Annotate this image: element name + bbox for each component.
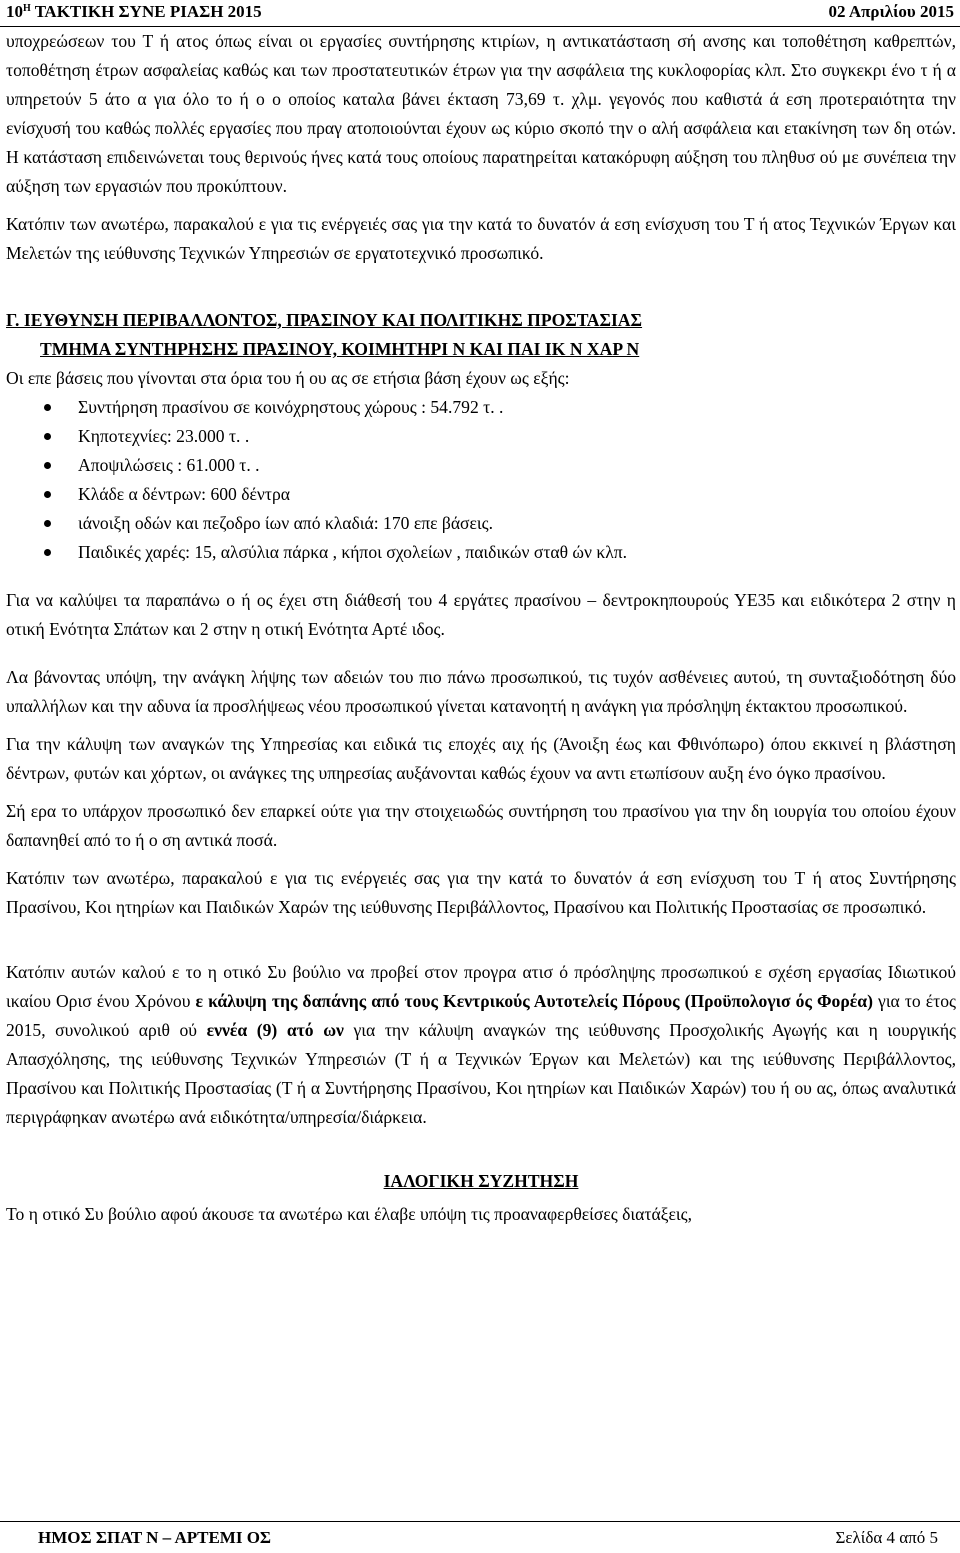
staff-count: εννέα (9) ατό ων bbox=[206, 1020, 344, 1040]
bullet-icon bbox=[44, 549, 51, 556]
list-item: Παιδικές χαρές: 15, αλσύλια πάρκα , κήποι σχολείων , παιδικών σταθ ών κλπ. bbox=[6, 538, 956, 567]
list-item: Κλάδε α δέντρων: 600 δέντρα bbox=[6, 480, 956, 509]
session-title bbox=[6, 0, 262, 24]
document-body bbox=[6, 27, 956, 1229]
bullet-icon bbox=[44, 404, 51, 411]
paragraph-4: Λα βάνοντας υπόψη, την ανάγκη λήψης των αδειών του πιο πάνω προσωπικού, τις τυχόν ασθένειες αυτού, τη συνταξιοδότηση δύο υπαλλήλων και την αδυνα ία προσλήψεως νέου προσωπικού γίνεται κατανοητή η ανάγκη για πρόσληψη έκτακτου προσωπικού. bbox=[6, 667, 956, 716]
bullet-icon bbox=[44, 462, 51, 469]
paragraph-7: Κατόπιν των ανωτέρω, παρακαλού ε για τις ενέργειές σας για την κατά το δυνατόν ά εση ενίσχυση του Τ ή ατος Συντήρησης Πρασίνου, Κοι ητηρίων και Παιδικών Χαρών της ιεύθυνσης Περιβάλλοντος, Πρασίνου και Πολιτικής Προστασίας σε προσωπικό. bbox=[6, 868, 956, 917]
municipality-name: ΗΜΟΣ ΣΠΑΤ Ν – ΑΡΤΕΜΙ ΟΣ bbox=[38, 1528, 272, 1547]
bullet-icon bbox=[44, 491, 51, 498]
page-number: Σελίδα 4 από 5 bbox=[835, 1528, 938, 1547]
list-item: ιάνοιξη οδών και πεζοδρο ίων από κλαδιά: 170 επε βάσεις. bbox=[6, 509, 956, 538]
session-number: 10 bbox=[6, 2, 23, 21]
paragraph-1: υποχρεώσεων του Τ ή ατος όπως είναι οι εργασίες συντήρησης κτιρίων, η αντικατάσταση σή ανσης και τοποθέτηση καθρεπτών, τοποθέτηση έτρων ασφαλείας καθώς και των προστατευτικών έτρων για την ασφάλεια της κυκλοφορίας κλπ. Στο συγκεκρι ένο τ ή α υπηρετούν 5 άτο α για όλο το ή ο ο οποίος καταλα βάνει έκταση 73,69 τ. χλμ. γεγονός που καθιστά ά εση προτεραιότητα την ενίσχυσή του καθώς πολλές εργασίες που πραγ ατοποιούνται έχουν ως κύριο σκοπό την ο αλή ασφάλεια και ετακίνηση των δη οτών. Η κατάσταση επιδεινώνεται τους θερινούς ήνες κατά τους οποίους παρατηρείται κατακόρυφη αύξηση του πληθυσ ού με συνέπεια την αύξηση των εργασιών που προκύπτουν. bbox=[6, 31, 956, 196]
discussion-heading: ΙΑΛΟΓΙΚΗ ΣΥΖΗΤΗΣΗ bbox=[383, 1171, 579, 1191]
paragraph-3: Για να καλύψει τα παραπάνω ο ή ος έχει στη διάθεσή του 4 εργάτες πρασίνου – δεντροκηπουρούς ΥΕ35 και ειδικότερα 2 στην η οτική Ενότητα Σπάτων και 2 στην η οτική Ενότητα Αρτέ ιδος. bbox=[6, 590, 956, 639]
section-heading: Γ. ΙΕΥΘΥΝΣΗ ΠΕΡΙΒΑΛΛΟΝΤΟΣ, ΠΡΑΣΙΝΟΥ ΚΑΙ ΠΟΛΙΤΙΚΗΣ ΠΡΟΣΤΑΣΙΑΣ bbox=[6, 310, 643, 330]
interventions-list bbox=[6, 393, 956, 567]
funding-source: ε κάλυψη της δαπάνης από τους Κεντρικούς Αυτοτελείς Πόρους (Προϋπολογισ ός Φορέα) bbox=[195, 991, 873, 1011]
subsection-heading: ΤΜΗΜΑ ΣΥΝΤΗΡΗΣΗΣ ΠΡΑΣΙΝΟΥ, ΚΟΙΜΗΤΗΡΙ Ν ΚΑΙ ΠΑΙ ΙΚ Ν ΧΑΡ Ν bbox=[40, 339, 640, 359]
paragraph-9: Το η οτικό Συ βούλιο αφού άκουσε τα ανωτέρω και έλαβε υπόψη τις προαναφερθείσες διατάξεις, bbox=[6, 1204, 692, 1224]
bullet-icon bbox=[44, 520, 51, 527]
page-header bbox=[0, 0, 960, 27]
paragraph-8: Κατόπιν αυτών καλού ε το η οτικό Συ βούλιο να προβεί στον προγρα ατισ ό πρόσληψης προσωπικού ε σχέση εργασίας Ιδιωτικού ικαίου Ορισ ένου Χρόνου ε κάλυψη της δαπάνης από τους Κεντρικούς Αυτοτελείς Πόρους (Προϋπολογισ ός Φορέα) για το έτος 2015, συνολικού αριθ ού εννέα (9) ατό ων για την κάλυψη αναγκών της ιεύθυνσης Προσχολικής Αγωγής και η ιουργικής Απασχόλησης, της ιεύθυνσης Τεχνικών Υπηρεσιών (Τ ή α Τεχνικών Έργων και Μελετών) και της ιεύθυνσης Περιβάλλοντος, Πρασίνου και Πολιτικής Προστασίας (Τ ή α Συντήρησης Πρασίνου, Κοι ητηρίων και Παιδικών Χαρών) του ή ου ας, όπως αναλυτικά περιγράφηκαν ανωτέρω ανά ειδικότητα/υπηρεσία/διάρκεια. bbox=[6, 962, 956, 1127]
paragraph-5: Για την κάλυψη των αναγκών της Υπηρεσίας και ειδικά τις εποχές αιχ ής (Άνοιξη έως και Φθινόπωρο) όπου εκκινεί η βλάστηση δέντρων, φυτών και χόρτων, οι ανάγκες της υπηρεσίας αυξάνονται καθώς έχουν να αντι ετωπίσουν αυξη ένο όγκο πρασίνου. bbox=[6, 734, 956, 783]
list-item: Κηποτεχνίες: 23.000 τ. . bbox=[6, 422, 956, 451]
session-date: 02 Απριλίου 2015 bbox=[828, 2, 954, 21]
page-footer bbox=[0, 1521, 960, 1553]
list-item: Συντήρηση πρασίνου σε κοινόχρηστους χώρους : 54.792 τ. . bbox=[6, 393, 956, 422]
intro-text: Οι επε βάσεις που γίνονται στα όρια του ή ου ας σε ετήσια βάση έχουν ως εξής: bbox=[6, 368, 570, 388]
paragraph-6: Σή ερα το υπάρχον προσωπικό δεν επαρκεί ούτε για την στοιχειωδώς συντήρηση του πρασίνου για την δη ιουργία του οποίου έχουν δαπανηθεί από το ή ο ση αντικά ποσά. bbox=[6, 801, 956, 850]
bullet-icon bbox=[44, 433, 51, 440]
paragraph-2: Κατόπιν των ανωτέρω, παρακαλού ε για τις ενέργειές σας για την κατά το δυνατόν ά εση ενίσχυση του Τ ή ατος Τεχνικών Έργων και Μελετών της ιεύθυνσης Τεχνικών Υπηρεσιών σε εργατοτεχνικό προσωπικό. bbox=[6, 214, 956, 263]
list-item: Αποψιλώσεις : 61.000 τ. . bbox=[6, 451, 956, 480]
session-superscript: Η bbox=[23, 3, 31, 14]
session-title-text: ΤΑΚΤΙΚΗ ΣΥΝΕ ΡΙΑΣΗ 2015 bbox=[30, 2, 262, 21]
